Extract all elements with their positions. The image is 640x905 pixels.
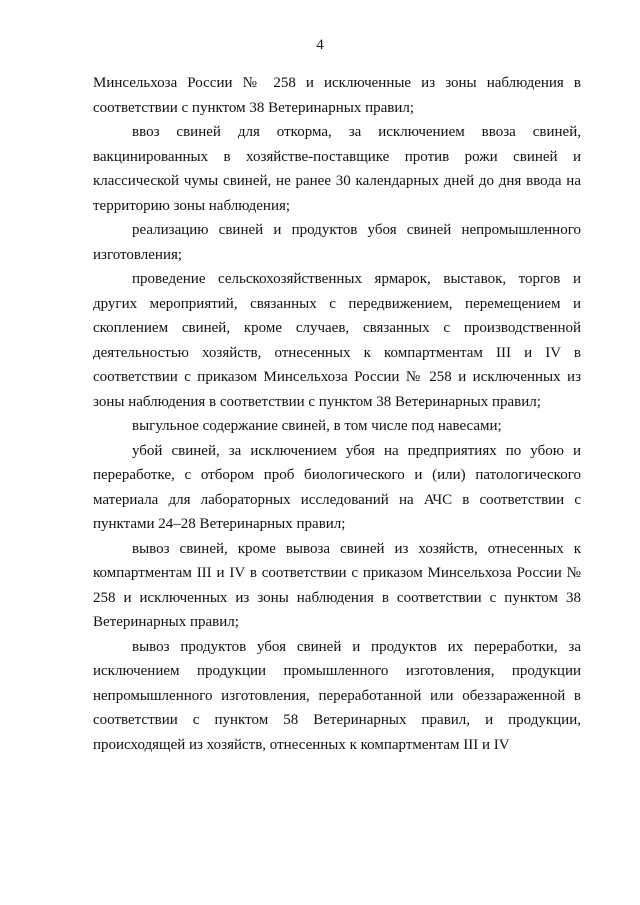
document-body <box>93 71 581 757</box>
paragraph-import-fattening-pigs: ввоз свиней для откорма, за исключением ввоза свиней, вакцинированных в хозяйстве-поставщике против рожи свиней и классической чумы свиней, не ранее 30 календарных дней до дня ввода на территорию зоны наблюдения; <box>93 124 581 214</box>
paragraph-free-range-keeping: выгульное содержание свиней, в том числе под навесами; <box>132 418 502 434</box>
paragraph-sale-non-industrial: реализацию свиней и продуктов убоя свиней непромышленного изготовления; <box>93 222 581 263</box>
paragraph-export-pigs: вывоз свиней, кроме вывоза свиней из хозяйств, отнесенных к компартментам III и IV в соответствии с приказом Минсельхоза России № 258 и исключенных из зоны наблюдения в соответствии с пунктом 38 Ветеринарных правил; <box>93 540 581 630</box>
paragraph-export-products: вывоз продуктов убоя свиней и продуктов их переработки, за исключением продукции промышленного изготовления, продукции непромышленного изготовления, переработанной или обеззараженной в соответствии с пунктом 58 Ветеринарных правил, и продукции, происходящей из хозяйств, отнесенных к компартментам III и IV <box>93 638 581 753</box>
page-number: 4 <box>316 37 324 53</box>
paragraph-slaughter: убой свиней, за исключением убоя на предприятиях по убою и переработке, с отбором проб биологического и (или) патологического материала для лабораторных исследований на АЧС в соответствии с пунктами 24–28 Ветеринарных правил; <box>93 442 581 532</box>
paragraph-continuation: Минсельхоза России № 258 и исключенные из зоны наблюдения в соответствии с пунктом 38 Ветеринарных правил; <box>93 75 581 116</box>
paragraph-fairs-exhibitions: проведение сельскохозяйственных ярмарок, выставок, торгов и других мероприятий, связанных с передвижением, перемещением и скоплением свиней, кроме случаев, связанных с производственной деятельностью хозяйств, отнесенных к компартментам III и IV в соответствии с приказом Минсельхоза России № 258 и исключенных из зоны наблюдения в соответствии с пунктом 38 Ветеринарных правил; <box>93 271 581 410</box>
